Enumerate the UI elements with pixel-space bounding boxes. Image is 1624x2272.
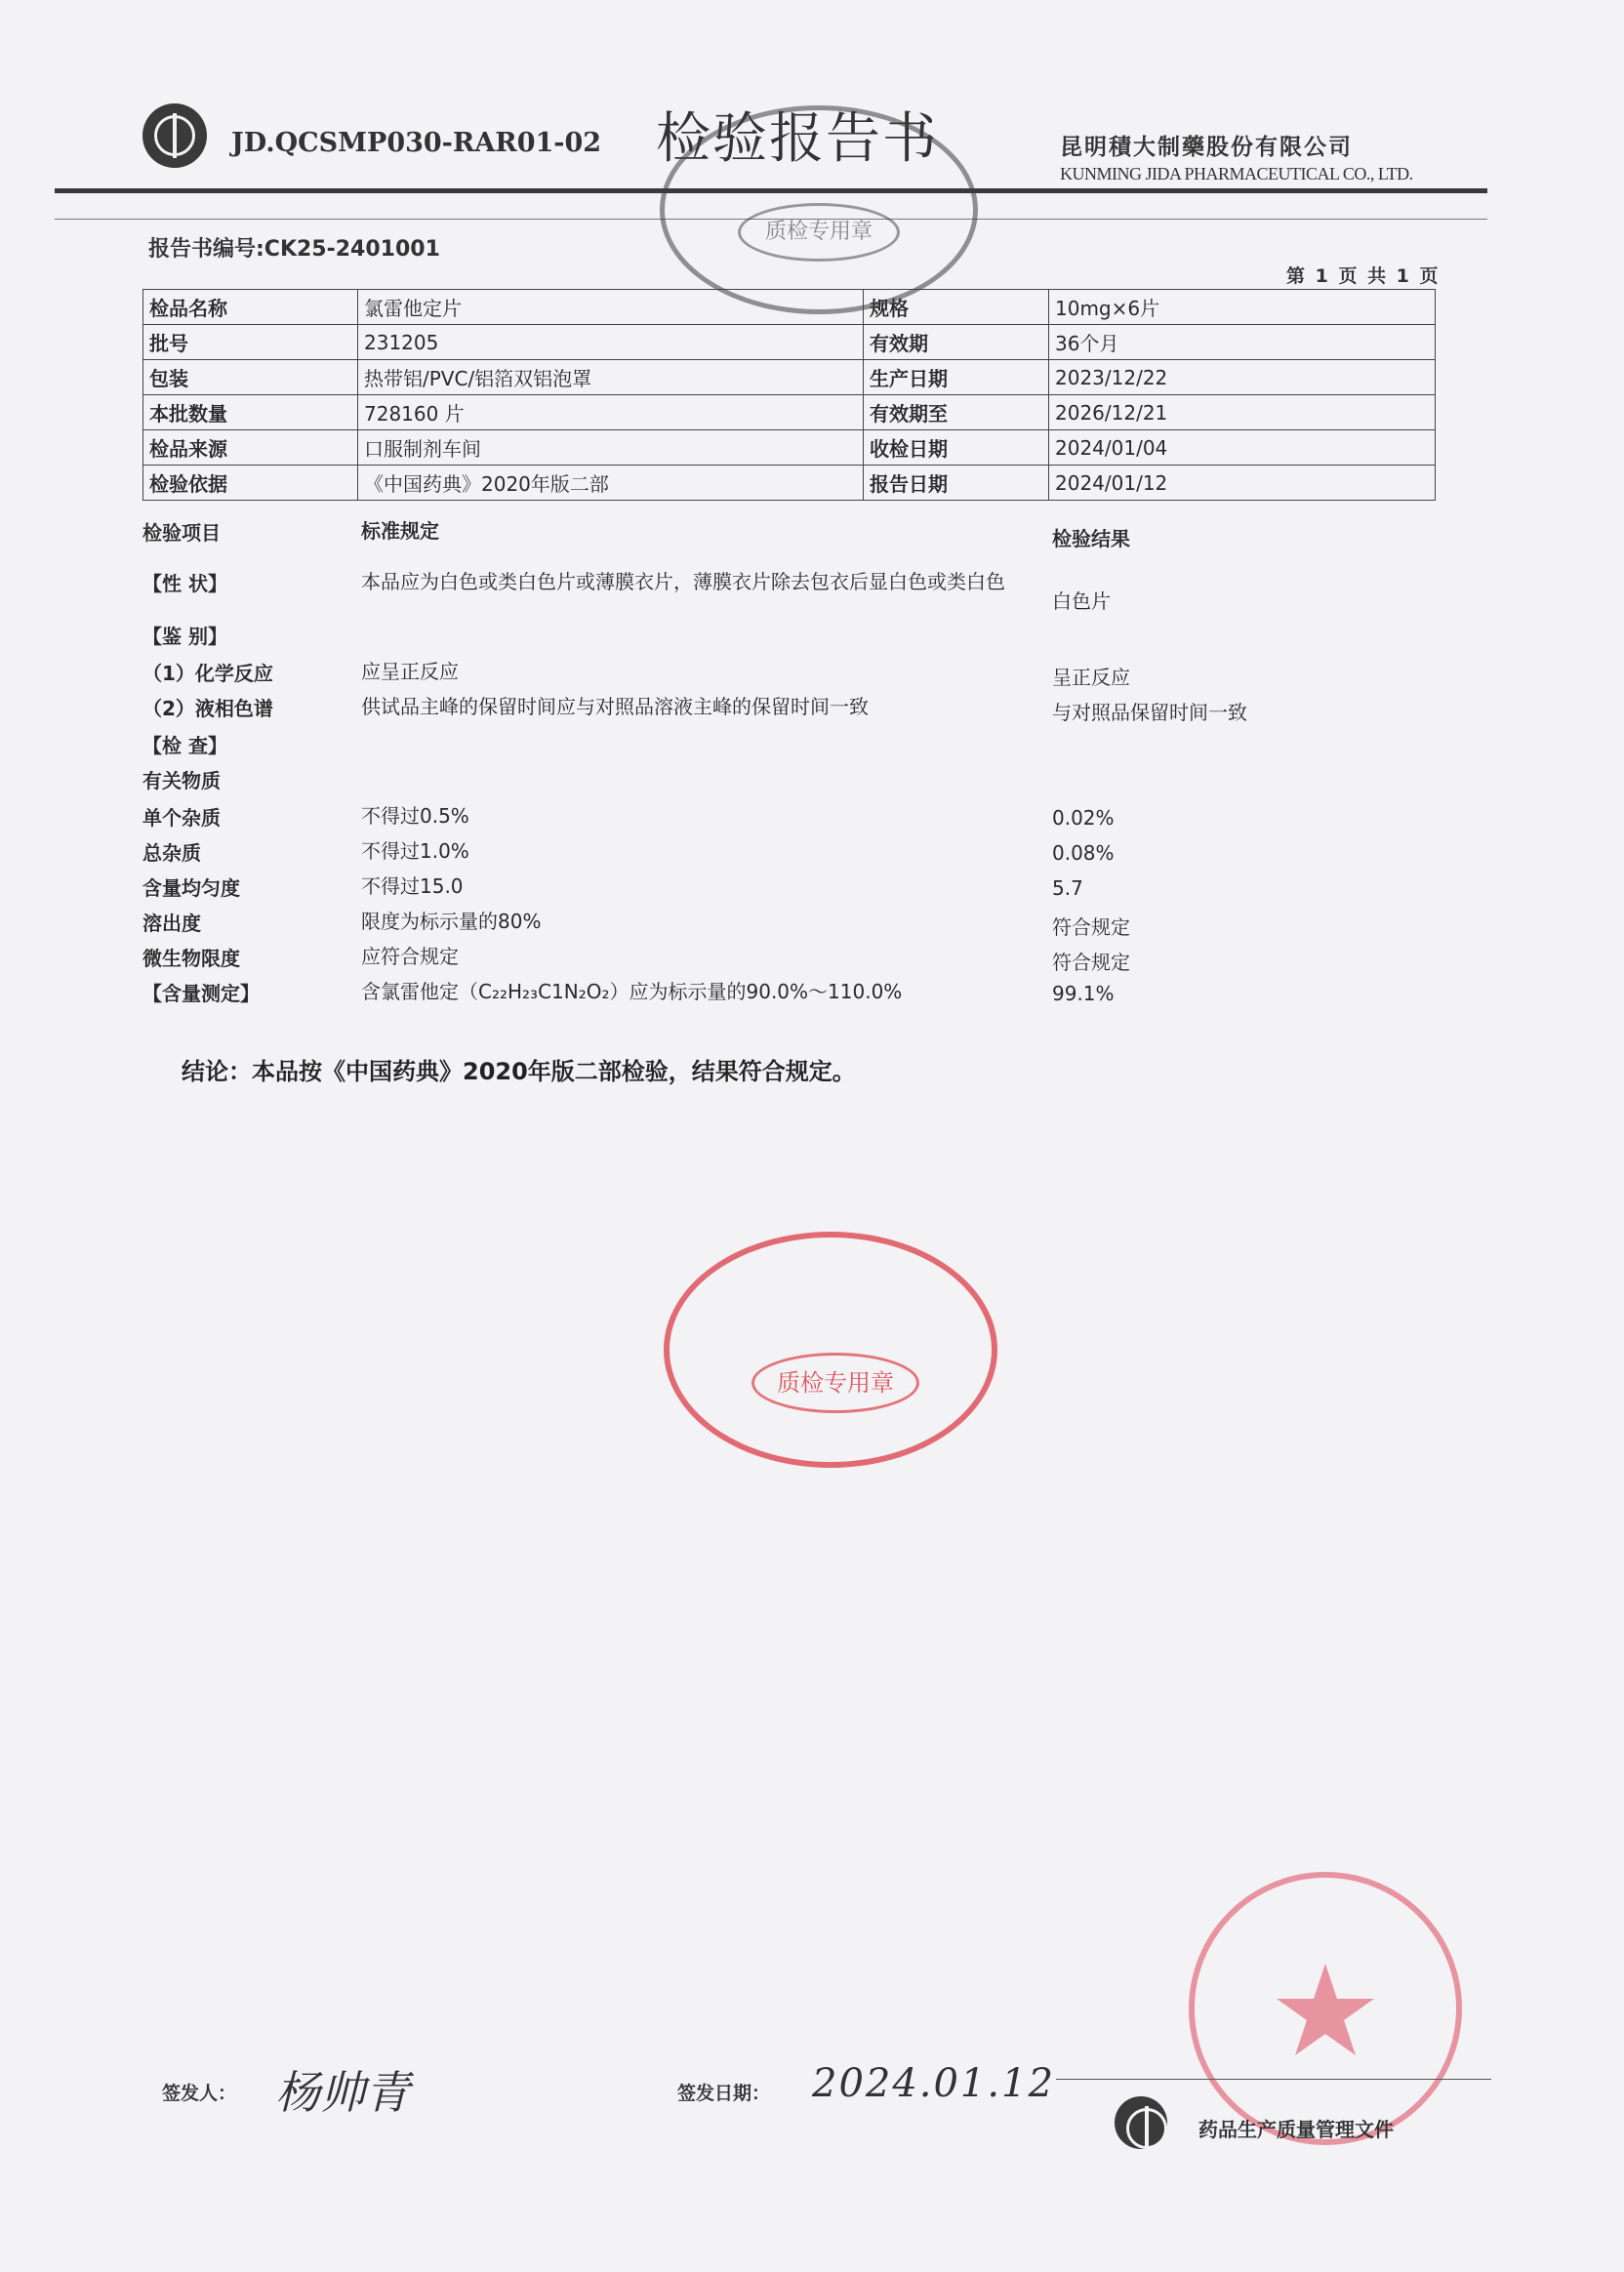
test-item-name: 溶出度: [142, 912, 201, 935]
info-label: 有效期: [864, 325, 1049, 360]
info-value: 728160 片: [358, 395, 864, 430]
test-item-result: 呈正反应: [1052, 666, 1130, 689]
test-item-standard: 不得过15.0: [361, 874, 464, 898]
info-label: 批号: [143, 325, 358, 360]
test-item-standard: 不得过1.0%: [361, 839, 469, 863]
test-item-name: 有关物质: [142, 769, 221, 792]
info-label: 检品名称: [143, 290, 358, 325]
issue-date-value: 2024.01.12: [812, 2061, 1056, 2106]
test-item-result: 白色片: [1052, 589, 1111, 613]
info-value: 2023/12/22: [1049, 360, 1436, 395]
info-value: 2026/12/21: [1049, 395, 1436, 430]
test-item-result: 5.7: [1052, 876, 1083, 900]
info-label: 报告日期: [864, 466, 1049, 501]
info-label: 规格: [864, 290, 1049, 325]
info-value: 10mg×6片: [1049, 290, 1436, 325]
info-row: [143, 325, 1436, 360]
info-label: 检品来源: [143, 430, 358, 466]
test-item-name: 总杂质: [142, 841, 201, 865]
footer-logo-icon: [1115, 2096, 1167, 2149]
test-item-result: 符合规定: [1052, 915, 1130, 939]
test-item-name: （1）化学反应: [142, 662, 273, 685]
test-item-result: 检验结果: [1052, 527, 1130, 550]
signer-signature: 杨帅青: [275, 2066, 410, 2119]
info-label: 收检日期: [864, 430, 1049, 466]
document-title: 检验报告书: [656, 107, 939, 171]
test-item-result: 符合规定: [1052, 951, 1130, 974]
info-label: 生产日期: [864, 360, 1049, 395]
issue-date-label: 签发日期：: [677, 2083, 771, 2104]
info-value: 《中国药典》2020年版二部: [358, 466, 864, 501]
info-row: [143, 430, 1436, 466]
footer-rule: [1056, 2079, 1491, 2080]
info-value: 36个月: [1049, 325, 1436, 360]
info-row: [143, 395, 1436, 430]
company-seal-stamp: [1189, 1872, 1462, 2145]
signer-label: 签发人：: [162, 2083, 237, 2104]
info-value: 热带铝/PVC/铝箔双铝泡罩: [358, 360, 864, 395]
test-item-name: 单个杂质: [142, 806, 221, 830]
test-item-result: 99.1%: [1052, 982, 1115, 1005]
product-info-table: [142, 289, 1436, 501]
test-item-name: 微生物限度: [142, 947, 240, 970]
company-name-en: KUNMING JIDA PHARMACEUTICAL CO., LTD.: [1060, 164, 1413, 183]
test-item-name: 含量均匀度: [142, 876, 240, 900]
test-item-standard: 不得过0.5%: [361, 804, 469, 828]
info-label: 有效期至: [864, 395, 1049, 430]
test-item-standard: 应呈正反应: [361, 660, 459, 683]
info-label: 检验依据: [143, 466, 358, 501]
info-value: 231205: [358, 325, 864, 360]
report-number: 报告书编号:CK25-2401001: [148, 237, 440, 262]
qc-stamp-gray-text: 质检专用章: [738, 203, 900, 262]
test-item-name: 【鉴 别】: [142, 625, 227, 648]
qc-stamp-red: [664, 1232, 997, 1468]
conclusion: 结论：本品按《中国药典》2020年版二部检验，结果符合规定。: [182, 1058, 856, 1085]
test-item-standard: 本品应为白色或类白色片或薄膜衣片，薄膜衣片除去包衣后显白色或类白色: [361, 570, 1005, 593]
test-item-standard: 含氯雷他定（C₂₂H₂₃C1N₂O₂）应为标示量的90.0%～110.0%: [361, 980, 903, 1003]
info-label: 本批数量: [143, 395, 358, 430]
info-label: 包装: [143, 360, 358, 395]
footer-text: 药品生产质量管理文件: [1198, 2118, 1394, 2141]
test-item-standard: 供试品主峰的保留时间应与对照品溶液主峰的保留时间一致: [361, 695, 869, 718]
test-item-name: （2）液相色谱: [142, 697, 273, 720]
test-item-result: 与对照品保留时间一致: [1052, 701, 1247, 724]
test-item-name: 检验项目: [142, 521, 221, 545]
info-value: 2024/01/04: [1049, 430, 1436, 466]
qc-stamp-red-text: 质检专用章: [751, 1353, 919, 1413]
test-item-result: 0.08%: [1052, 841, 1115, 865]
company-logo-icon: [142, 103, 207, 168]
info-row: [143, 466, 1436, 501]
test-item-standard: 应符合规定: [361, 945, 459, 968]
company-name-cn: 昆明積大制藥股份有限公司: [1060, 135, 1353, 160]
test-item-name: 【性 状】: [142, 572, 227, 595]
test-item-result: 0.02%: [1052, 806, 1115, 830]
seal-star-icon: [1195, 1878, 1456, 2139]
info-value: 口服制剂车间: [358, 430, 864, 466]
info-row: [143, 360, 1436, 395]
info-value: 2024/01/12: [1049, 466, 1436, 501]
document-code: JD.QCSMP030-RAR01-02: [231, 128, 602, 158]
test-item-name: 【检 查】: [142, 734, 227, 757]
test-item-name: 【含量测定】: [142, 982, 260, 1005]
info-value: 氯雷他定片: [358, 290, 864, 325]
page-number: 第 1 页 共 1 页: [1286, 265, 1439, 287]
test-item-standard: 限度为标示量的80%: [361, 910, 542, 933]
test-item-standard: 标准规定: [361, 519, 439, 543]
